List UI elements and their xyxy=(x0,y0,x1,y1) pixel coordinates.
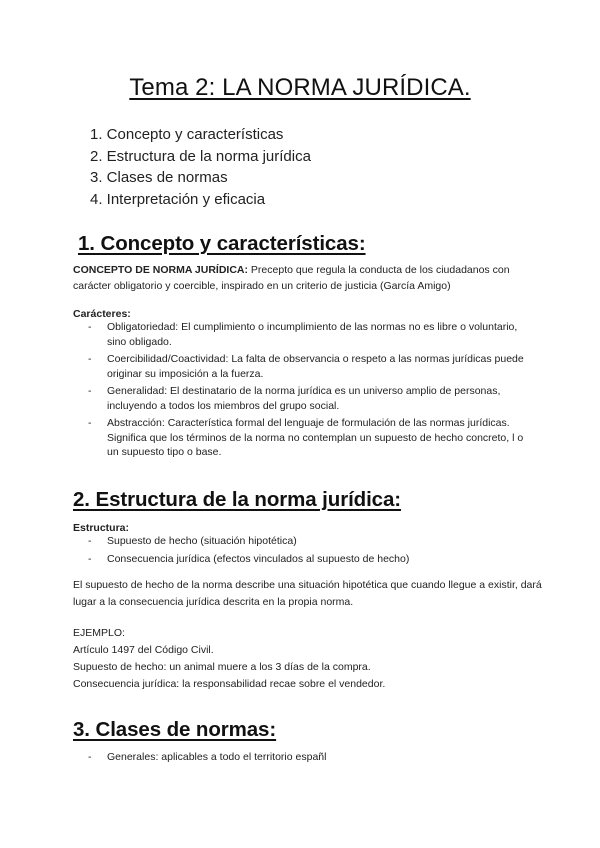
caracteres-list xyxy=(88,320,528,463)
list-item: - Consecuencia jurídica (efectos vinculados al supuesto de hecho) xyxy=(88,552,410,565)
list-item: - Obligatoriedad: El cumplimiento o incumplimiento de las normas no es libre o voluntario, sino obligado. xyxy=(88,321,518,348)
toc-item: 2. Estructura de la norma jurídica xyxy=(90,147,311,165)
list-item-text: Supuesto de hecho (situación hipotética) xyxy=(107,535,297,547)
toc-item: 1. Concepto y características xyxy=(90,126,284,143)
toc-item: 3. Clases de normas xyxy=(90,169,228,186)
list-item: - Abstracción: Característica formal del lenguaje de formulación de las normas jurídicas. Significa que los términos de la norma no contemplan un supuesto de hecho concreto, l o un supuesto tipo o base. xyxy=(88,417,524,458)
list-item: - Generalidad: El destinatario de la norma jurídica es un universo amplio de personas, incluyendo a todos los miembros del grupo social. xyxy=(88,385,501,412)
list-item: - Supuesto de hecho (situación hipotética) xyxy=(88,535,297,547)
estructura-list xyxy=(88,534,528,569)
table-of-contents xyxy=(90,124,311,210)
concept-label: CONCEPTO DE NORMA JURÍDICA: xyxy=(73,264,249,276)
section-3-heading: 3. Clases de normas: xyxy=(73,718,277,741)
example-line: Supuesto de hecho: un animal muere a los 3 días de la compra. xyxy=(73,661,371,673)
list-item-text: Generales: aplicables a todo el territorio españl xyxy=(107,751,327,763)
section-1-heading: 1. Concepto y características: xyxy=(78,232,366,255)
list-item-text: Coercibilidad/Coactividad: La falta de observancia o respeto a las normas jurídicas puede originar su imposición a la fuerza. xyxy=(107,353,524,380)
list-item-text: Generalidad: El destinatario de la norma jurídica es un universo amplio de personas, incluyendo a todos los miembros del grupo social. xyxy=(107,385,501,412)
caracteres-label: Carácteres: xyxy=(73,308,131,320)
structure-paragraph: El supuesto de hecho de la norma describe una situación hipotética que cuando llegue a existir, dará lugar a la consecuencia jurídica descrita en la propia norma. xyxy=(73,579,542,608)
clases-list xyxy=(88,750,528,768)
example-line: Artículo 1497 del Código Civil. xyxy=(73,644,214,656)
example-line: Consecuencia jurídica: la responsabilidad recae sobre el vendedor. xyxy=(73,678,386,690)
list-item-text: Abstracción: Característica formal del lenguaje de formulación de las normas jurídicas. Significa que los términos de la norma no contemplan un supuesto de hecho concreto, l o un supuesto tipo o base. xyxy=(107,417,524,458)
toc-item: 4. Interpretación y eficacia xyxy=(90,190,266,208)
estructura-label: Estructura: xyxy=(73,522,130,534)
list-item-text: Consecuencia jurídica (efectos vinculados al supuesto de hecho) xyxy=(107,552,410,565)
section-2-heading: 2. Estructura de la norma jurídica: xyxy=(73,488,402,511)
concept-text: Precepto que regula la conducta de los ciudadanos con carácter obligatorio y coercible, inspirado en un criterio de justicia (García Amigo) xyxy=(73,264,510,292)
list-item-text: Obligatoriedad: El cumplimiento o incumplimiento de las normas no es libre o voluntario, sino obligado. xyxy=(107,321,518,348)
document-title: Tema 2: LA NORMA JURÍDICA. xyxy=(129,74,471,101)
concept-paragraph xyxy=(73,262,543,294)
example-block xyxy=(73,625,543,693)
list-item: - Generales: aplicables a todo el territorio españl xyxy=(88,751,327,763)
example-label: EJEMPLO: xyxy=(73,627,125,639)
list-item: - Coercibilidad/Coactividad: La falta de observancia o respeto a las normas jurídicas puede originar su imposición a la fuerza. xyxy=(88,353,524,380)
